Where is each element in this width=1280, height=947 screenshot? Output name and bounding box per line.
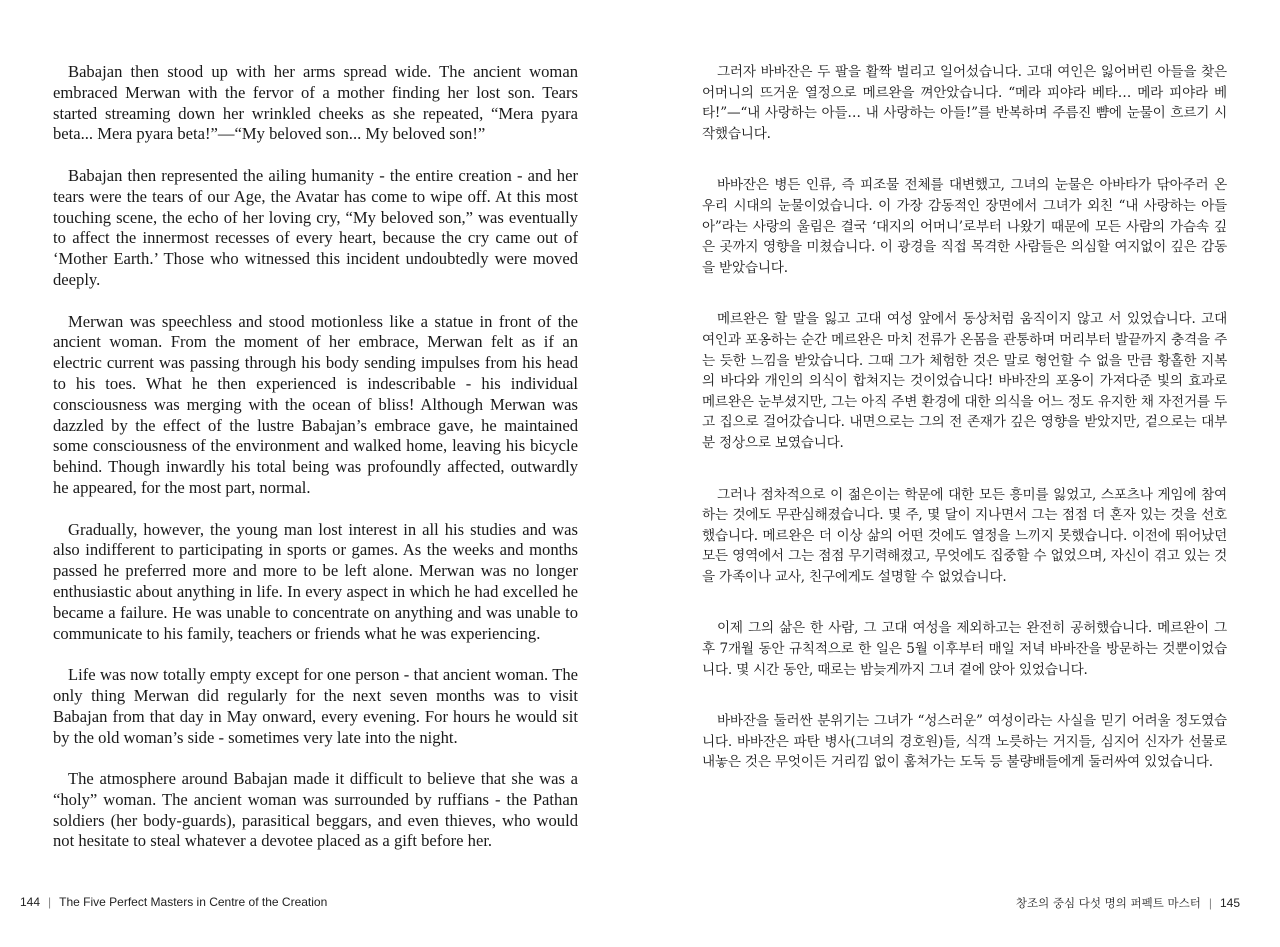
left-paragraph-4: Gradually, however, the young man lost interest in all his studies and was also indifferent to participating in sports or games. As the weeks and months passed he preferred more and more to be left alone. Merwan was no longer enthusiastic about anything in life. In every aspect in which he had excelled he became a failure. He was unable to concentrate on anything and was unable to communicate to his family, teachers or friends what he was experiencing.	[53, 519, 578, 643]
right-paragraph-2: 바바잔은 병든 인류, 즉 피조물 전체를 대변했고, 그녀의 눈물은 아바타가 닦아주러 온 우리 시대의 눈물이었습니다. 이 가장 감동적인 장면에서 그녀가 외친 “내 사랑하는 아들아”라는 사랑의 울림은 결국 ‘대지의 어머니’로부터 나왔기 때문에 모든 사람의 가슴속 깊은 곳까지 영향을 미쳤습니다. 이 광경을 직접 목격한 사람들은 의심할 여지없이 깊은 감동을 받았습니다.	[702, 177, 1227, 276]
left-page-body	[53, 62, 578, 873]
left-paragraph-6: The atmosphere around Babajan made it difficult to believe that she was a “holy” woman. The ancient woman was surrounded by ruffians - the Pathan soldiers (her body-guards), parasitical beggars, and even thieves, who would not hesitate to steal whatever a devotee placed as a gift before her.	[53, 769, 578, 851]
right-paragraph-3: 메르완은 할 말을 잃고 고대 여성 앞에서 동상처럼 움직이지 않고 서 있었습니다. 고대 여인과 포옹하는 순간 메르완은 마치 전류가 온몸을 관통하며 머리부터 발끝까지 충격을 주는 듯한 느낌을 받았습니다. 그때 그가 체험한 것은 말로 형언할 수 없을 만큼 황홀한 지복의 바다와 개인의 의식이 합쳐지는 것이었습니다! 바바잔의 포옹이 가져다준 빛의 효과로 메르완은 눈부셨지만, 그는 아직 주변 환경에 대한 의식을 어느 정도 유지한 채 자전거를 두고 집으로 걸어갔습니다. 내면으로는 그의 전 존재가 깊은 영향을 받았지만, 겉으로는 대부분 정상으로 보였습니다.	[702, 311, 1227, 451]
left-page-footer	[20, 895, 327, 909]
left-paragraph-3: Merwan was speechless and stood motionless like a statue in front of the ancient woman. From the moment of her embrace, Merwan felt as if an electric current was passing through his body sending impulses from his head to his toes. What he then experienced is indescribable - his individual consciousness was merging with the ocean of bliss! Although Merwan was dazzled by the effect of the lustre Babajan’s embrace gave, he maintained some consciousness of the environment and walked home, leaving his bicycle behind. Though inwardly his total being was profoundly affected, outwardly he appeared, for the most part, normal.	[53, 311, 578, 497]
left-paragraph-1: Babajan then stood up with her arms spread wide. The ancient woman embraced Merwan with the fervor of a mother finding her lost son. Tears started streaming down her wrinkled cheeks as she repeated, “Mera pyara beta... Mera pyara beta!”—“My beloved son... My beloved son!”	[53, 62, 578, 144]
right-page-number: 145	[1219, 896, 1240, 910]
right-paragraph-6: 바바잔을 둘러싼 분위기는 그녀가 “성스러운” 여성이라는 사실을 믿기 어려울 정도였습니다. 바바잔은 파탄 병사(그녀의 경호원)들, 식객 노릇하는 거지들, 심지어 신자가 선물로 내놓은 것은 무엇이든 거리낌 없이 훔쳐가는 도둑 등 불량배들에게 둘러싸여 있었습니다.	[702, 713, 1227, 771]
footer-separator: |	[1208, 896, 1212, 910]
right-paragraph-1: 그러자 바바잔은 두 팔을 활짝 벌리고 일어섰습니다. 고대 여인은 잃어버린 아들을 찾은 어머니의 뜨거운 열정으로 메르완을 껴안았습니다. “메라 피야라 베타… 메라 피야라 베타!”—“내 사랑하는 아들… 내 사랑하는 아들!”를 반복하며 주름진 뺨에 눈물이 흐르기 시작했습니다.	[702, 64, 1227, 142]
footer-separator: |	[48, 895, 52, 909]
left-page-number: 144	[20, 895, 41, 909]
left-paragraph-5: Life was now totally empty except for one person - that ancient woman. The only thing Merwan did regularly for the next seven months was to visit Babajan from that day in May onward, every evening. For hours he would sit by the old woman’s side - sometimes very late into the night.	[53, 665, 578, 747]
left-running-title: The Five Perfect Masters in Centre of the Creation	[59, 895, 328, 909]
left-paragraph-2: Babajan then represented the ailing humanity - the entire creation - and her tears were the tears of our Age, the Avatar has come to wipe off. At this most touching scene, the echo of her loving cry, “My beloved son,” was eventually to affect the innermost recesses of every heart, because the cry came out of ‘Mother Earth.’ Those who witnessed this incident undoubtedly were moved deeply.	[53, 165, 578, 289]
right-running-title: 창조의 중심 다섯 명의 퍼펙트 마스터	[1015, 896, 1201, 910]
right-page-footer	[1016, 895, 1240, 911]
right-paragraph-4: 그러나 점차적으로 이 젊은이는 학문에 대한 모든 흥미를 잃었고, 스포츠나 게임에 참여하는 것에도 무관심해졌습니다. 몇 주, 몇 달이 지나면서 그는 점점 더 혼자 있는 것을 선호했습니다. 메르완은 더 이상 삶의 어떤 것에도 열정을 느끼지 못했습니다. 이전에 뛰어났던 모든 영역에서 그는 점점 무기력해졌고, 무엇에도 집중할 수 없었으며, 자신이 겪고 있는 것을 가족이나 교사, 친구에게도 설명할 수 없었습니다.	[702, 486, 1227, 585]
right-paragraph-5: 이제 그의 삶은 한 사람, 그 고대 여성을 제외하고는 완전히 공허했습니다. 메르완이 그 후 7개월 동안 규칙적으로 한 일은 5월 이후부터 매일 저녁 바바잔을 방문하는 것뿐이었습니다. 몇 시간 동안, 때로는 밤늦게까지 그녀 곁에 앉아 있었습니다.	[702, 620, 1227, 678]
right-page-body	[702, 62, 1227, 804]
right-page	[640, 0, 1280, 947]
